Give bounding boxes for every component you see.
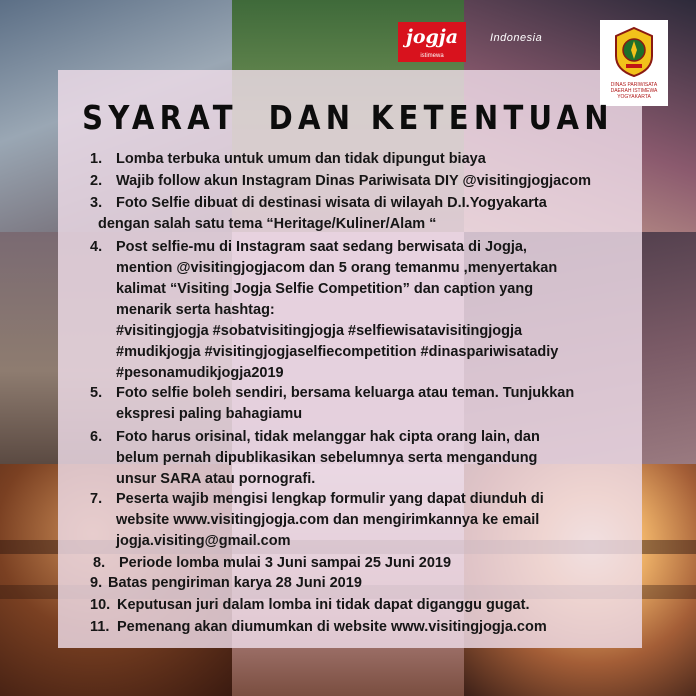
rule-number: 6. xyxy=(90,429,103,445)
rule-text-line: belum pernah dipublikasikan sebelumnya serta mengandung xyxy=(116,450,538,466)
rule-text-line: #pesonamudikjogja2019 xyxy=(116,365,284,381)
rule-number: 10. xyxy=(90,597,111,613)
rule-number: 1. xyxy=(90,151,103,167)
rule-text-line: Post selfie-mu di Instagram saat sedang berwisata di Jogja, xyxy=(116,239,527,255)
rule-text-line: Pemenang akan diumumkan di website www.visitingjogja.com xyxy=(117,619,547,635)
rule-text-line: menarik serta hashtag: xyxy=(116,302,275,318)
regional-seal-icon xyxy=(612,26,656,78)
rule-text-line: kalimat “Visiting Jogja Selfie Competition” dan caption yang xyxy=(116,281,534,297)
rule-number: 9. xyxy=(90,575,103,591)
page-title: SYARAT DAN KETENTUAN xyxy=(82,98,614,137)
rule-number: 11. xyxy=(90,619,110,635)
rule-number: 7. xyxy=(90,491,103,507)
rule-number: 2. xyxy=(90,173,103,189)
rule-text-line: dengan salah satu tema “Heritage/Kuliner/Alam “ xyxy=(98,216,437,232)
rule-text-line: Lomba terbuka untuk umum dan tidak dipungut biaya xyxy=(116,151,486,167)
jogja-istimewa-logo xyxy=(398,22,466,62)
dinas-pariwisata-emblem xyxy=(600,20,668,106)
jogja-logo-text: jogja xyxy=(405,26,459,48)
rule-text-line: mention @visitingjogjacom dan 5 orang temanmu ,menyertakan xyxy=(116,260,558,276)
rule-text-line: Foto selfie boleh sendiri, bersama keluarga atau teman. Tunjukkan xyxy=(116,385,575,401)
wonderful-indonesia-logo: Indonesia xyxy=(490,32,543,44)
rule-text-line: Foto Selfie dibuat di destinasi wisata di wilayah D.I.Yogyakarta xyxy=(116,195,547,211)
rule-text-line: unsur SARA atau pornografi. xyxy=(116,471,316,487)
rule-text-line: Batas pengiriman karya 28 Juni 2019 xyxy=(108,575,362,591)
rule-text-line: Foto harus orisinal, tidak melanggar hak cipta orang lain, dan xyxy=(116,429,540,445)
rule-text-line: jogja.visiting@gmail.com xyxy=(116,533,291,549)
rule-text-line: Peserta wajib mengisi lengkap formulir yang dapat diunduh di xyxy=(116,491,544,507)
rule-text-line: Wajib follow akun Instagram Dinas Pariwisata DIY @visitingjogjacom xyxy=(116,173,592,189)
rule-text-line: Keputusan juri dalam lomba ini tidak dapat diganggu gugat. xyxy=(117,597,530,613)
rule-text-line: #visitingjogja #sobatvisitingjogja #selfiewisatavisitingjogja xyxy=(116,323,523,339)
rule-text-line: website www.visitingjogja.com dan mengirimkannya ke email xyxy=(116,512,540,528)
rule-number: 8. xyxy=(93,555,106,571)
rule-number: 3. xyxy=(90,195,103,211)
emblem-caption: DINAS PARIWISATA DAERAH ISTIMEWA YOGYAKARTA xyxy=(610,82,658,100)
jogja-logo-tag: istimewa xyxy=(420,53,444,59)
rule-text-line: ekspresi paling bahagiamu xyxy=(116,406,303,422)
rule-text-line: Periode lomba mulai 3 Juni sampai 25 Juni 2019 xyxy=(119,555,452,571)
rule-number: 5. xyxy=(90,385,103,401)
rule-text-line: #mudikjogja #visitingjogjaselfiecompetition #dinaspariwisatadiy xyxy=(116,344,559,360)
rule-number: 4. xyxy=(90,239,103,255)
